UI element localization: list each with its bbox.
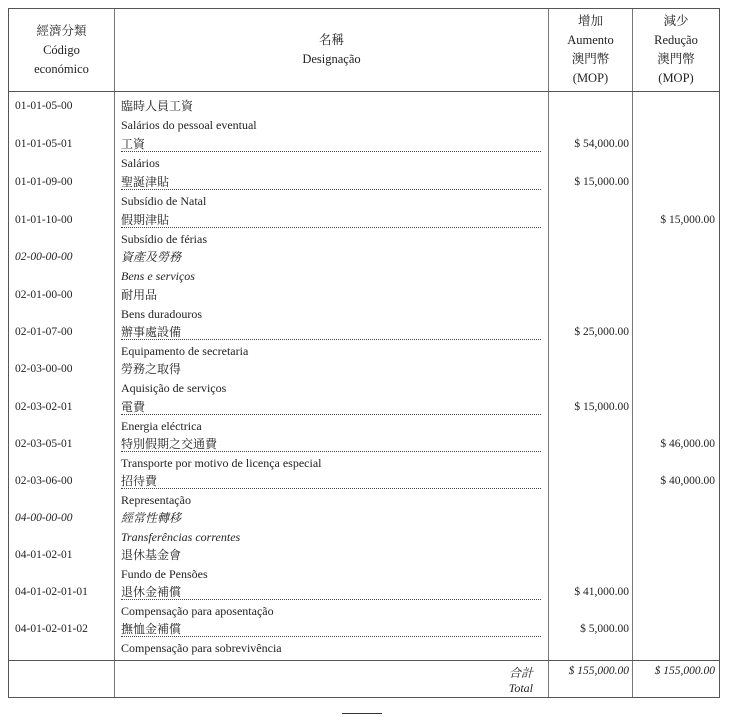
row-desc-zh: 招待費 (121, 473, 541, 489)
row-code: 02-03-05-01 (15, 438, 73, 450)
header-divider (9, 91, 719, 92)
row-desc-zh: 退休基金會 (121, 548, 182, 562)
total-increase: $ 155,000.00 (568, 665, 629, 677)
header-inc-cur-zh: 澳門幣 (571, 52, 610, 66)
header-inc-cur: (MOP) (572, 71, 609, 85)
row-desc-zh: 辦事處設備 (121, 324, 541, 340)
header-dec-zh: 減少 (663, 14, 689, 28)
row-desc-pt: Subsídio de Natal (121, 194, 207, 208)
header-dec-pt: Redução (654, 33, 698, 47)
row-desc-pt: Energia eléctrica (121, 419, 202, 433)
row-desc-pt: Representação (121, 493, 191, 507)
row-desc-zh: 撫恤金補償 (121, 621, 541, 637)
header-name-pt: Designação (302, 52, 361, 66)
row-code: 04-01-02-01 (15, 549, 73, 561)
row-desc-pt: Transferências correntes (121, 530, 241, 544)
total-label-zh: 合計 (508, 666, 533, 680)
row-desc-zh: 退休金補償 (121, 584, 541, 600)
row-desc-zh: 勞務之取得 (121, 362, 182, 376)
row-desc-zh: 特別假期之交通費 (121, 436, 541, 452)
budget-table (8, 8, 720, 698)
header-increase (549, 9, 632, 91)
row-code: 02-03-00-00 (15, 363, 73, 375)
row-code: 04-01-02-01-01 (15, 586, 88, 598)
total-divider (9, 660, 719, 661)
row-desc-pt: Salários do pessoal eventual (121, 118, 257, 132)
header-code-zh: 經濟分類 (36, 23, 87, 38)
row-desc-pt: Salários (121, 156, 160, 170)
row-desc-zh: 假期津貼 (121, 212, 541, 228)
row-increase: $ 41,000.00 (574, 586, 629, 598)
row-desc-pt: Aquisição de serviços (121, 381, 227, 395)
row-code: 02-03-06-00 (15, 475, 73, 487)
total-decrease: $ 155,000.00 (654, 665, 715, 677)
row-code: 02-00-00-00 (15, 251, 73, 263)
row-desc-pt: Bens duradouros (121, 307, 202, 321)
row-code: 01-01-05-00 (15, 100, 73, 112)
header-name-zh: 名稱 (318, 33, 344, 47)
header-code-pt1: Código (43, 42, 80, 57)
total-label-pt: Total (508, 681, 533, 695)
header-decrease (633, 9, 719, 91)
header-code-pt2: económico (34, 61, 89, 76)
footer-rule (342, 713, 382, 714)
row-increase: $ 5,000.00 (580, 623, 629, 635)
header-inc-pt: Aumento (567, 33, 614, 47)
row-desc-zh: 臨時人員工資 (121, 99, 194, 113)
row-decrease: $ 40,000.00 (660, 475, 715, 487)
row-desc-pt: Equipamento de secretaria (121, 344, 249, 358)
row-increase: $ 15,000.00 (574, 176, 629, 188)
header-inc-zh: 增加 (577, 14, 603, 28)
row-increase: $ 15,000.00 (574, 401, 629, 413)
row-code: 04-00-00-00 (15, 512, 73, 524)
row-desc-zh: 電費 (121, 399, 541, 415)
row-desc-pt: Fundo de Pensões (121, 567, 208, 581)
row-code: 04-01-02-01-02 (15, 623, 88, 635)
row-desc-zh: 資產及勞務 (121, 250, 182, 264)
row-code: 02-01-00-00 (15, 289, 73, 301)
row-code: 02-03-02-01 (15, 401, 73, 413)
row-increase: $ 54,000.00 (574, 138, 629, 150)
row-desc-zh: 耐用品 (121, 288, 158, 302)
row-desc-zh: 工資 (121, 136, 541, 152)
row-code: 02-01-07-00 (15, 326, 73, 338)
col-divider (114, 9, 115, 697)
row-desc-pt: Transporte por motivo de licença especial (121, 456, 322, 470)
row-desc-pt: Compensação para sobrevivência (121, 641, 282, 655)
row-desc-pt: Subsídio de férias (121, 232, 207, 246)
header-dec-cur: (MOP) (658, 71, 694, 85)
row-desc-zh: 聖誕津貼 (121, 174, 541, 190)
row-code: 01-01-10-00 (15, 214, 73, 226)
header-dec-cur-zh: 澳門幣 (657, 52, 695, 66)
header-code (9, 9, 114, 91)
header-name (115, 9, 548, 91)
row-code: 01-01-05-01 (15, 138, 73, 150)
row-desc-pt: Compensação para aposentação (121, 604, 274, 618)
col-divider (632, 9, 633, 697)
row-desc-pt: Bens e serviços (121, 269, 195, 283)
row-decrease: $ 15,000.00 (660, 214, 715, 226)
row-decrease: $ 46,000.00 (660, 438, 715, 450)
col-divider (548, 9, 549, 697)
row-code: 01-01-09-00 (15, 176, 73, 188)
row-desc-zh: 經常性轉移 (121, 511, 182, 525)
row-increase: $ 25,000.00 (574, 326, 629, 338)
